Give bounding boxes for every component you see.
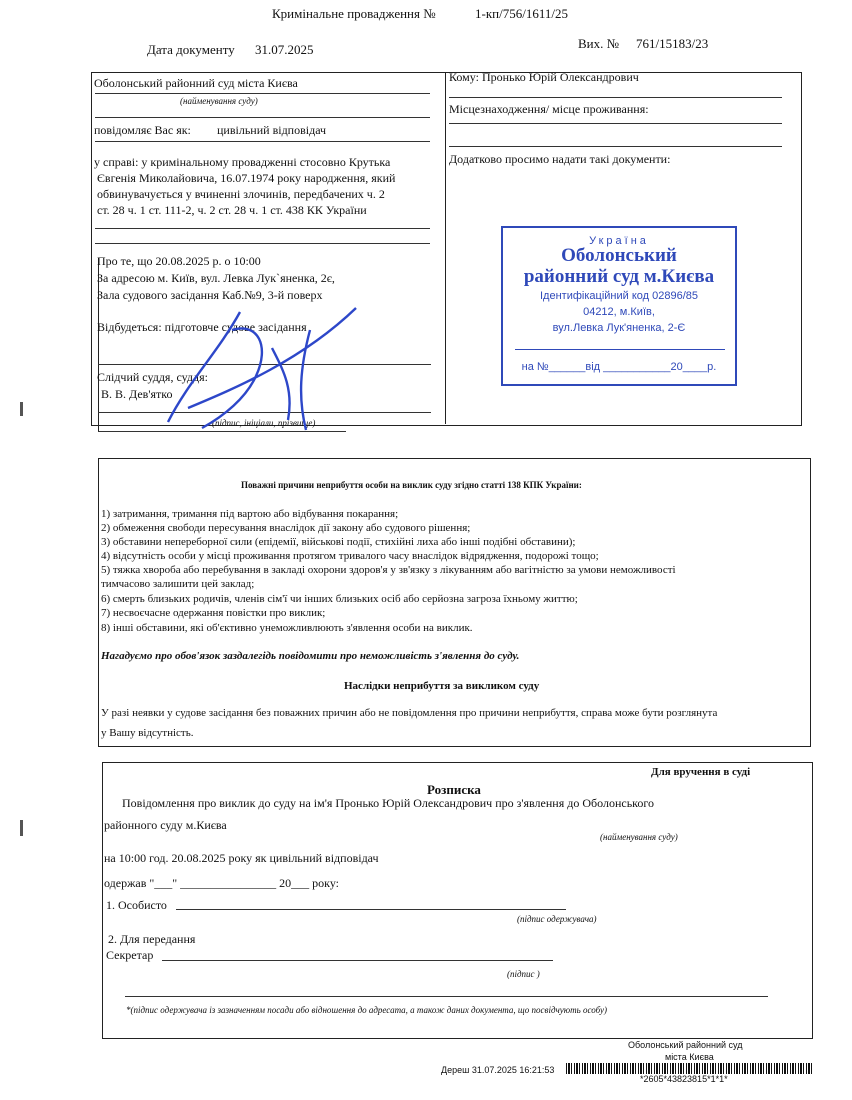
- footer-court-line2: міста Києва: [665, 1052, 714, 1062]
- case-line-2: Євгенія Миколайовича, 16.07.1974 року народження, який: [97, 171, 396, 185]
- hall-line: Зала судового засідання Каб.№9, 3-й поверх: [97, 288, 323, 302]
- signature-scribble: [160, 290, 360, 440]
- rule: [449, 97, 782, 98]
- role: цивільний відповідач: [217, 123, 327, 137]
- stamp-street: вул.Левка Лук'яненка, 2-Є: [552, 322, 686, 334]
- rule: [95, 228, 430, 229]
- receipt-secretary: Секретар: [106, 948, 154, 962]
- reason-item: 5) тяжка хвороба або перебування в закладі охорони здоров'я у зв'язку з лікуванням або вагітністю за умови неможливості: [101, 564, 676, 576]
- receipt-time: на 10:00 год. 20.08.2025 року як цивільний відповідач: [104, 851, 379, 865]
- barcode: [566, 1063, 814, 1074]
- sig-caption: (підпис ): [507, 969, 540, 979]
- signature-caption: (підпис, ініціали, прізвище): [212, 418, 316, 428]
- barcode-text: *2605*43823815*1*1*: [640, 1074, 728, 1084]
- stamp-rule: [515, 349, 725, 350]
- receipt-line-1: Повідомлення про виклик до суду на ім'я Пронько Юрій Олександрович про з'явлення до Оболонського: [122, 796, 655, 810]
- outgoing-number: 761/15183/23: [636, 36, 709, 51]
- consequences-title: Наслідки неприбуття за викликом суду: [344, 680, 540, 692]
- court-name-underline: [95, 93, 430, 94]
- notice-divider: [445, 72, 446, 424]
- reasons-reminder: Нагадуємо про обов'язок заздалегідь повідомити про неможливість з'явлення до суду.: [101, 650, 520, 662]
- case-label: Кримінальне провадження №: [272, 6, 436, 21]
- receipt-court-caption: (найменування суду): [600, 832, 678, 842]
- doc-date: 31.07.2025: [255, 42, 314, 57]
- court-stamp: [501, 226, 737, 386]
- doc-date-label: Дата документу: [147, 42, 235, 57]
- footer-court-line1: Оболонський районний суд: [628, 1040, 743, 1050]
- receipt-personally: 1. Особисто: [106, 898, 167, 912]
- about-line: Про те, що 20.08.2025 р. о 10:00: [97, 254, 261, 268]
- for-court: Для вручення в суді: [651, 766, 751, 778]
- reason-item: 1) затримання, тримання під вартою або відбування покарання;: [101, 508, 399, 520]
- recipient-sig-caption: (підпис одержувача): [517, 914, 597, 924]
- rule: [162, 960, 553, 961]
- receipt-line-2: районного суду м.Києва: [104, 818, 227, 832]
- reasons-title: Поважні причини неприбуття особи на виклик суду згідно статті 138 КПК України:: [241, 480, 582, 490]
- stamp-code: Ідентифікаційний код 02896/85: [540, 290, 698, 302]
- case-line-3: обвинувачується у вчиненні злочинів, передбачених ч. 2: [97, 187, 385, 201]
- rule: [449, 146, 782, 147]
- court-name: Оболонський районний суд міста Києва: [94, 76, 298, 90]
- rule: [449, 123, 782, 124]
- receipt-title: Розписка: [427, 782, 481, 797]
- address-line: За адресою м. Київ, вул. Левка Лук`яненка, 2є,: [97, 271, 335, 285]
- footer-clerk: Дереш 31.07.2025 16:21:53: [441, 1065, 555, 1075]
- reason-item: 7) несвоєчасне одержання повістки про виклик;: [101, 607, 326, 619]
- rule: [176, 909, 566, 910]
- consequences-line-2: у Вашу відсутність.: [101, 727, 194, 739]
- rule: [95, 141, 430, 142]
- scan-mark: [20, 820, 23, 836]
- stamp-registration: на №______від ___________20____р.: [521, 361, 717, 373]
- reason-item: 6) смерть близьких родичів, членів сім'ї чи інших близьких осіб або серйозна загроза їхньому життю;: [101, 593, 578, 605]
- recipient-to: Кому: Пронько Юрій Олександрович: [449, 70, 639, 84]
- consequences-line-1: У разі неявки у судове засідання без поважних причин або не повідомлення про причини неприбуття, справа може бути розглянута: [101, 707, 718, 719]
- receipt-footnote: *(підпис одержувача із зазначенням посади або відношення до адресата, а також даних документа, що посвідчують особу): [126, 1005, 608, 1015]
- case-line-4: ст. 28 ч. 1 ст. 111-2, ч. 2 ст. 28 ч. 1 ст. 438 КК України: [97, 203, 367, 217]
- reason-item: 8) інші обставини, які об'єктивно унеможливлюють з'явлення особи на виклик.: [101, 622, 473, 634]
- rule: [95, 117, 430, 118]
- outgoing-label: Вих. №: [578, 36, 620, 51]
- receipt-received: одержав "___" ________________ 20___ року:: [104, 876, 340, 890]
- event-line: Відбудеться: підготовче судове засідання: [97, 320, 307, 334]
- stamp-country: Україна: [589, 235, 649, 247]
- court-name-caption: (найменування суду): [180, 96, 258, 106]
- reason-item: 3) обставини непереборної сили (епідемії, військові події, стихійні лиха або інші подібні обставини);: [101, 536, 576, 548]
- informs-label: повідомляє Вас як:: [94, 123, 191, 137]
- reason-item: тимчасово залишити цей заклад;: [101, 578, 255, 590]
- judge-label: Слідчий суддя, суддя:: [97, 370, 208, 384]
- rule: [95, 243, 430, 244]
- stamp-court-line1: Оболонський: [561, 245, 677, 266]
- judge-name: В. В. Дев'ятко: [101, 387, 173, 401]
- recipient-location-label: Місцезнаходження/ місце проживання:: [449, 102, 649, 116]
- stamp-postal: 04212, м.Київ,: [583, 306, 655, 318]
- rule: [125, 996, 768, 997]
- reason-item: 2) обмеження свободи пересування внаслідок дії закону або судового рішення;: [101, 522, 471, 534]
- scan-mark: [20, 402, 23, 416]
- receipt-for-transfer: 2. Для передання: [108, 932, 196, 946]
- stamp-court-line2: районний суд м.Києва: [523, 266, 715, 287]
- case-number: 1-кп/756/1611/25: [475, 6, 568, 21]
- case-line-1: у справі: у кримінальному провадженні стосовно Крутька: [94, 155, 391, 169]
- recipient-documents-label: Додатково просимо надати такі документи:: [449, 152, 671, 166]
- reason-item: 4) відсутність особи у місці проживання протягом тривалого часу внаслідок відрядження, подорожі тощо;: [101, 550, 599, 562]
